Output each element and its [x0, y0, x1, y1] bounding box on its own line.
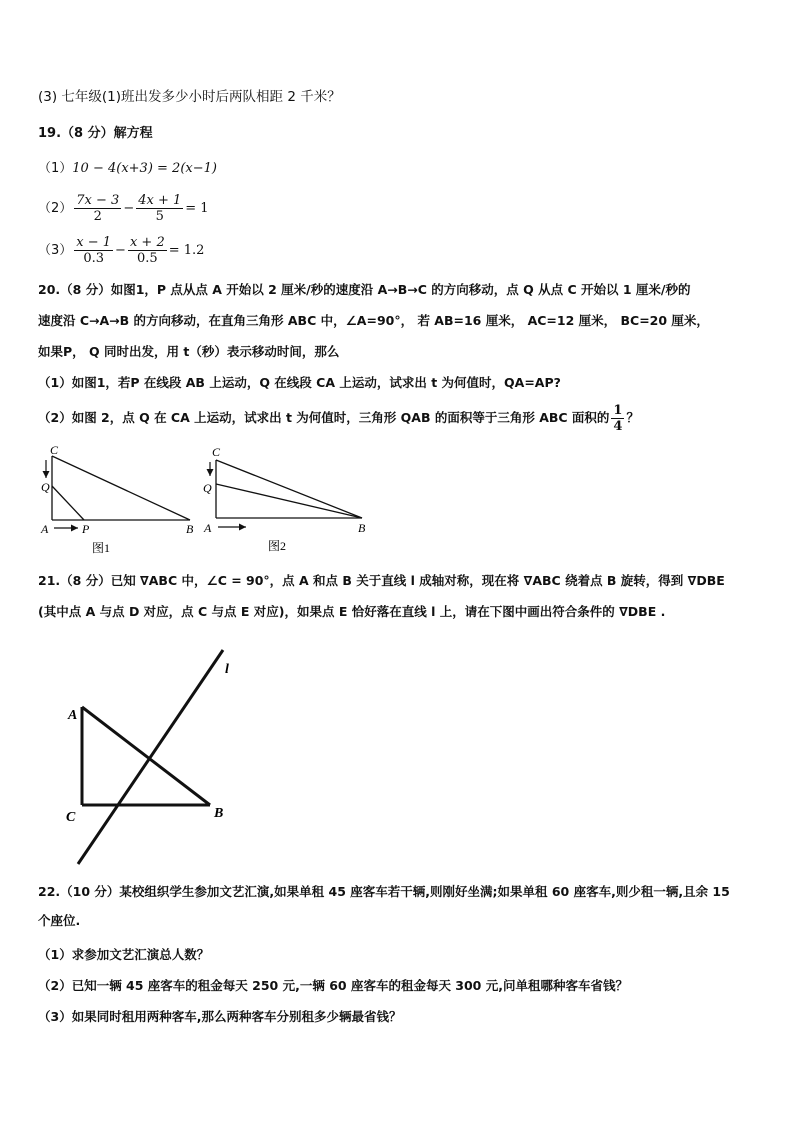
q19-eq2-den2: 5	[155, 209, 164, 224]
fig2-label-q: Q	[203, 481, 212, 495]
q19-eq2-label: （2）	[38, 201, 73, 216]
q19-eq3-minus: −	[115, 243, 126, 258]
fig1-label-a: A	[41, 522, 49, 536]
q19-eq3-num1: x − 1	[76, 235, 112, 250]
fig2-label-c: C	[212, 445, 221, 459]
q19-eq3-frac1	[74, 235, 113, 266]
q19-eq3-num2: x + 2	[129, 235, 165, 250]
fig1-label-c: C	[50, 443, 59, 457]
q19-eq3	[38, 234, 204, 268]
q20-figure1	[36, 442, 206, 557]
q19-eq2	[38, 192, 209, 226]
q19-eq3-den1: 0.3	[83, 251, 104, 266]
q19-eq2-den1: 2	[93, 209, 102, 224]
q22-sub2: （2）已知一辆 45 座客车的租金每天 250 元,一辆 60 座客车的租金每天 300 元,问单租哪种客车省钱？	[38, 978, 628, 993]
q19-eq2-rhs: = 1	[185, 201, 209, 216]
q22-line1: 22.（10 分）某校组织学生参加文艺汇演,如果单租 45 座客车若干辆,则刚好坐满;如果单租 60 座客车,则少租一辆,且余 15	[38, 884, 730, 899]
q22-sub3: （3）如果同时租用两种客车,那么两种客车分别租多少辆最省钱？	[38, 1009, 402, 1024]
fig1-label-b: B	[186, 522, 194, 536]
fig3-label-l: l	[225, 662, 229, 677]
q22-sub1: （1）求参加文艺汇演总人数？	[38, 947, 210, 962]
fig1-segment-qp	[52, 486, 84, 520]
q19-header: 19.（8 分）解方程	[38, 126, 153, 141]
fig3-side-ab	[82, 707, 210, 805]
q19-eq2-num1: 7x − 3	[76, 193, 120, 208]
q20-line3: 如果P， Q 同时出发，用 t（秒）表示移动时间，那么	[38, 344, 340, 359]
fig2-label-b: B	[358, 521, 366, 535]
q21-figure	[60, 645, 250, 870]
fig2-label-a: A	[204, 521, 212, 535]
q19-eq3-rhs: = 1.2	[168, 243, 205, 258]
fig3-line-l	[78, 650, 223, 864]
q20-sub2-frac	[611, 403, 624, 434]
q19-eq2-minus: −	[123, 201, 135, 216]
q20-sub2-num: 1	[613, 403, 623, 418]
fig3-label-a: A	[68, 708, 78, 723]
q22-line2: 个座位.	[38, 913, 81, 928]
q20-sub2-text: （2）如图 2，点 Q 在 CA 上运动，试求出 t 为何值时，三角形 QAB 的面积等于三角形 ABC 面积的	[38, 410, 610, 425]
fig1-caption: 图1	[92, 541, 111, 555]
q20-sub2	[38, 402, 639, 434]
q21-line2: (其中点 A 与点 D 对应，点 C 与点 E 对应)，如果点 E 恰好落在直线 l 上，请在下图中画出符合条件的 ∇DBE .	[38, 604, 666, 619]
fig3-label-b: B	[214, 806, 224, 821]
fig2-caption: 图2	[268, 539, 287, 553]
q18-sub3: (3) 七年级(1)班出发多少小时后两队相距 2 千米？	[38, 89, 341, 105]
q19-eq1-label: （1）	[38, 161, 73, 176]
fig1-label-q: Q	[41, 480, 50, 494]
q19-eq3-label: （3）	[38, 243, 73, 258]
q20-line2: 速度沿 C→A→B 的方向移动，在直角三角形 ABC 中，∠A=90°， 若 AB=16 厘米， AC=12 厘米， BC=20 厘米，	[38, 313, 709, 328]
q19-eq2-num2: 4x + 1	[138, 193, 182, 208]
q20-sub1: （1）如图1，若P 在线段 AB 上运动，Q 在线段 CA 上运动，试求出 t 为何值时，QA=AP?	[38, 375, 561, 390]
fig1-label-p: P	[82, 522, 90, 536]
q21-line1: 21.（8 分）已知 ∇ABC 中，∠C = 90°，点 A 和点 B 关于直线 l 成轴对称，现在将 ∇ABC 绕着点 B 旋转，得到 ∇DBE	[38, 573, 725, 588]
q19-eq2-frac2	[136, 193, 183, 224]
q20-line1: 20.（8 分）如图1，P 点从点 A 开始以 2 厘米/秒的速度沿 A→B→C 的方向移动，点 Q 从点 C 开始以 1 厘米/秒的	[38, 282, 691, 297]
q19-eq2-frac1	[74, 193, 121, 224]
q19-eq1	[38, 160, 217, 178]
q19-eq3-den2: 0.5	[136, 251, 158, 266]
q20-sub2-end: ？	[626, 410, 639, 425]
q19-eq1-expr: 10 − 4(x+3) = 2(x−1)	[72, 161, 217, 176]
q20-sub2-den: 4	[613, 419, 623, 434]
fig3-label-c: C	[66, 810, 76, 825]
q20-figure2	[200, 442, 375, 557]
fig1-side-cb	[52, 456, 190, 520]
q19-eq3-frac2	[128, 235, 167, 266]
